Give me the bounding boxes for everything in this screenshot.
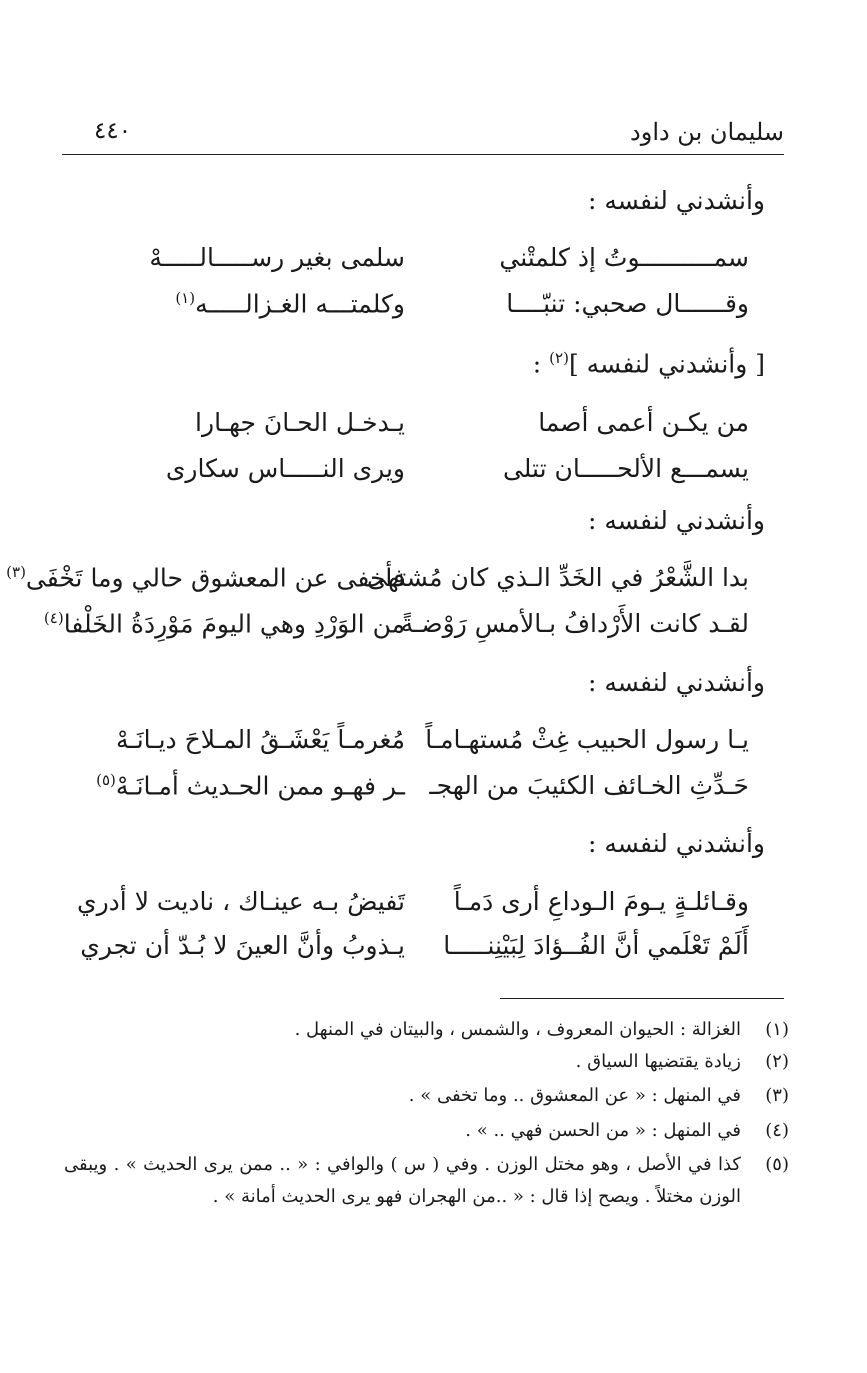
intro-text: وأنشدني لنفسه :	[587, 668, 765, 697]
footnote-number: (٣)	[765, 1085, 789, 1106]
footnote	[64, 1014, 789, 1046]
page-number: ٤٤٠	[94, 118, 132, 144]
header-title: سليمان بن داود	[630, 118, 784, 146]
header-rule	[62, 154, 784, 155]
verse-second-hemistich: مُغرمـاً يَعْشَـقُ المـلاحَ ديـانَـهْ	[115, 725, 405, 754]
verse-second-hemistich	[175, 289, 405, 318]
verse-first-hemistich: من يكـن أعمى أصما	[538, 408, 749, 437]
intro-text: وأنشدني لنفسه :	[587, 829, 765, 858]
poem-intro	[588, 829, 765, 858]
verse-second-hemistich: سلمى بغير رســـــالـــــهْ	[149, 243, 405, 272]
footnote	[64, 1046, 789, 1078]
hemistich-text: ـر فهـو ممن الحـديث أمـانَـهْ	[115, 771, 405, 801]
footnote-marker: (٤)	[43, 609, 64, 627]
footnote-number: (٥)	[765, 1154, 789, 1175]
verse-second-hemistich: يـذوبُ وأنَّ العينَ لا بُـدّ أن تجري	[80, 931, 405, 960]
verse-first-hemistich: يسمـــع الألحـــــان تتلى	[502, 454, 749, 483]
footnote-number: (٤)	[765, 1120, 789, 1141]
poem-intro	[588, 186, 765, 215]
verse-first-hemistich: بدا الشَّعْرُ في الخَدِّ الـذي كان مُشتهى	[366, 563, 749, 592]
verse-second-hemistich	[6, 563, 405, 592]
intro-text: وأنشدني لنفسه :	[587, 186, 765, 215]
verse-first-hemistich: وقـائلـةٍ يـومَ الـوداعِ أرى دَمـاً	[453, 887, 749, 916]
footnote-text: في المنهل : « عن المعشوق .. وما تخفى » .	[408, 1085, 741, 1106]
footnote	[64, 1149, 789, 1213]
footnote-text: الغزالة : الحيوان المعروف ، والشمس ، والبيتان في المنهل .	[294, 1019, 741, 1040]
verse-second-hemistich	[96, 771, 405, 800]
verse-first-hemistich: حَـدِّثِ الخـائف الكئيبَ من الهجـ	[429, 771, 749, 800]
running-header	[64, 118, 784, 154]
footnote-text: في المنهل : « من الحسن فهي .. » .	[465, 1120, 741, 1141]
poem-intro	[588, 668, 765, 697]
footnote-number: (١)	[765, 1019, 789, 1040]
verse-second-hemistich: تَفيضُ بـه عينـاك ، ناديت لا أدري	[77, 887, 405, 916]
intro-text: وأنشدني لنفسه :	[587, 506, 765, 535]
poem-intro	[533, 349, 765, 378]
hemistich-text: وكلمتـــه الغـزالـــــه	[195, 289, 405, 319]
intro-text: [ وأنشدني لنفسه ]	[568, 349, 765, 379]
footnote-text: كذا في الأصل ، وهو مختل الوزن . وفي ( س ) والوافي : « .. ممن يرى الحديث » . ويبقى الوزن مختلاً . ويصح إذا قال : « ..من الهجران فهو يرى الحديث أمانة » .	[64, 1154, 741, 1207]
footnote-text: زيادة يقتضيها السياق .	[575, 1051, 741, 1072]
verse-first-hemistich: وقــــــال صحبي: تنبّــــا	[506, 289, 749, 318]
footnote	[64, 1080, 789, 1112]
verse-first-hemistich: سمــــــــــوتُ إذ كلمتْني	[499, 243, 749, 272]
verse-first-hemistich: يـا رسول الحبيب غِثْ مُستهـامـاً	[425, 725, 749, 754]
footnote-marker: (٥)	[96, 771, 116, 789]
verse-second-hemistich	[44, 609, 405, 638]
poem-intro	[588, 506, 765, 535]
footnote-separator	[500, 998, 784, 999]
intro-colon: :	[532, 349, 550, 379]
verse-first-hemistich: لقـد كانت الأَرْدافُ بـالأمسِ رَوْضـةً	[400, 609, 749, 638]
hemistich-text: من الوَرْدِ وهي اليومَ مَوْرِدَةُ الخَلْفا	[63, 609, 405, 639]
footnote-marker: (٣)	[6, 563, 26, 581]
verse-second-hemistich: ويرى النـــــاس سكارى	[165, 454, 405, 483]
footnote	[64, 1115, 789, 1147]
verse-second-hemistich: يـدخـل الحـانَ جهـارا	[195, 408, 405, 437]
hemistich-text: فأخفى عن المعشوق حالي وما تَخْفَى	[25, 563, 405, 593]
footnote-number: (٢)	[765, 1051, 789, 1072]
footnote-marker: (٢)	[549, 349, 569, 367]
footnote-marker: (١)	[175, 289, 196, 307]
verse-first-hemistich: أَلَمْ تَعْلَمي أنَّ الفُــؤادَ لِبَيْنِنـــــا	[443, 931, 749, 960]
